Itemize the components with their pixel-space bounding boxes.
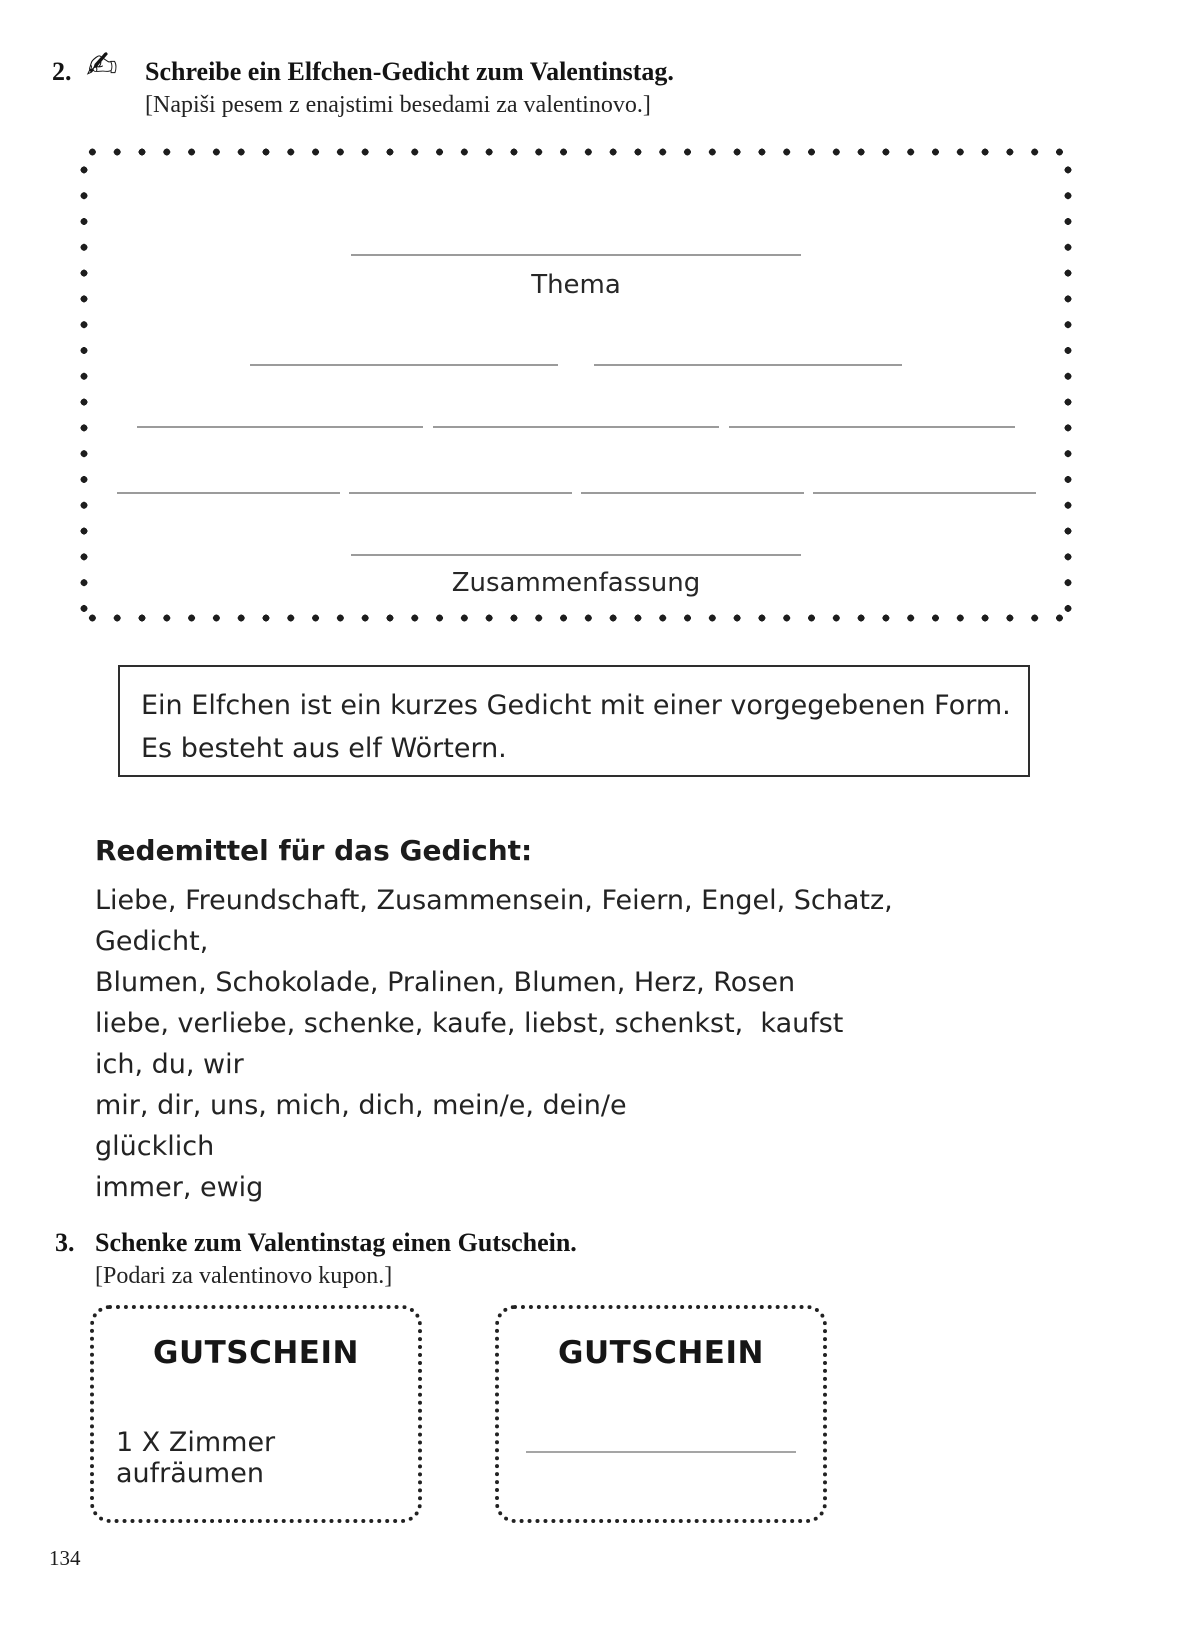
blank-line (351, 254, 801, 256)
redemittel-line: ich, du, wir (95, 1049, 244, 1080)
info-line-2: Es besteht aus elf Wörtern. (141, 733, 507, 764)
blank-line (594, 364, 902, 366)
elfchen-row-5 (80, 554, 1072, 556)
blank-line (581, 492, 804, 494)
redemittel-line: immer, ewig (95, 1172, 264, 1203)
exercise3-subtitle: [Podari za valentinovo kupon.] (95, 1263, 393, 1289)
dotted-border-bottom (80, 614, 1072, 622)
exercise2-number: 2. (52, 57, 72, 86)
elfchen-row-4 (80, 492, 1072, 494)
coupon-title: GUTSCHEIN (558, 1335, 764, 1371)
redemittel-line: Liebe, Freundschaft, Zusammensein, Feiern, Engel, Schatz, Gedicht, (95, 885, 902, 957)
blank-line (351, 554, 801, 556)
redemittel-heading: Redemittel für das Gedicht: (95, 834, 533, 867)
elfchen-info-box (118, 665, 1030, 777)
elfchen-form-box (80, 148, 1072, 622)
blank-line (137, 426, 423, 428)
writing-hand-icon: ✍ (86, 43, 118, 87)
gutschein-coupon-1 (90, 1305, 422, 1523)
elfchen-row-1 (80, 254, 1072, 256)
coupon-content: 1 X Zimmer aufräumen (116, 1427, 276, 1489)
exercise2-subtitle: [Napiši pesem z enajstimi besedami za valentinovo.] (145, 92, 651, 118)
page-number: 134 (49, 1546, 81, 1570)
gutschein-coupon-2 (495, 1305, 827, 1523)
redemittel-line: Blumen, Schokolade, Pralinen, Blumen, Herz, Rosen (95, 967, 796, 998)
info-line-1: Ein Elfchen ist ein kurzes Gedicht mit einer vorgegebenen Form. (141, 690, 1011, 721)
dotted-border-right (1064, 157, 1072, 613)
redemittel-list (95, 880, 995, 1208)
redemittel-line: glücklich (95, 1131, 215, 1162)
exercise2-title: Schreibe ein Elfchen-Gedicht zum Valentinstag. (145, 57, 674, 86)
blank-line (250, 364, 558, 366)
blank-line (117, 492, 340, 494)
blank-line (526, 1451, 796, 1453)
blank-line (349, 492, 572, 494)
blank-line (729, 426, 1015, 428)
exercise3-title: Schenke zum Valentinstag einen Gutschein. (95, 1228, 577, 1257)
elfchen-row-3 (80, 426, 1072, 428)
redemittel-line: liebe, verliebe, schenke, kaufe, liebst, schenkst, kaufst (95, 1008, 844, 1039)
coupon-title: GUTSCHEIN (153, 1335, 359, 1371)
dotted-border-left (80, 157, 88, 613)
dotted-border-top (80, 148, 1072, 156)
blank-line (433, 426, 719, 428)
redemittel-line: mir, dir, uns, mich, dich, mein/e, dein/e (95, 1090, 627, 1121)
exercise3-number: 3. (55, 1228, 75, 1257)
elfchen-row-2 (80, 364, 1072, 366)
blank-line (813, 492, 1036, 494)
zusammenfassung-label: Zusammenfassung (451, 568, 701, 598)
thema-label: Thema (531, 270, 621, 300)
